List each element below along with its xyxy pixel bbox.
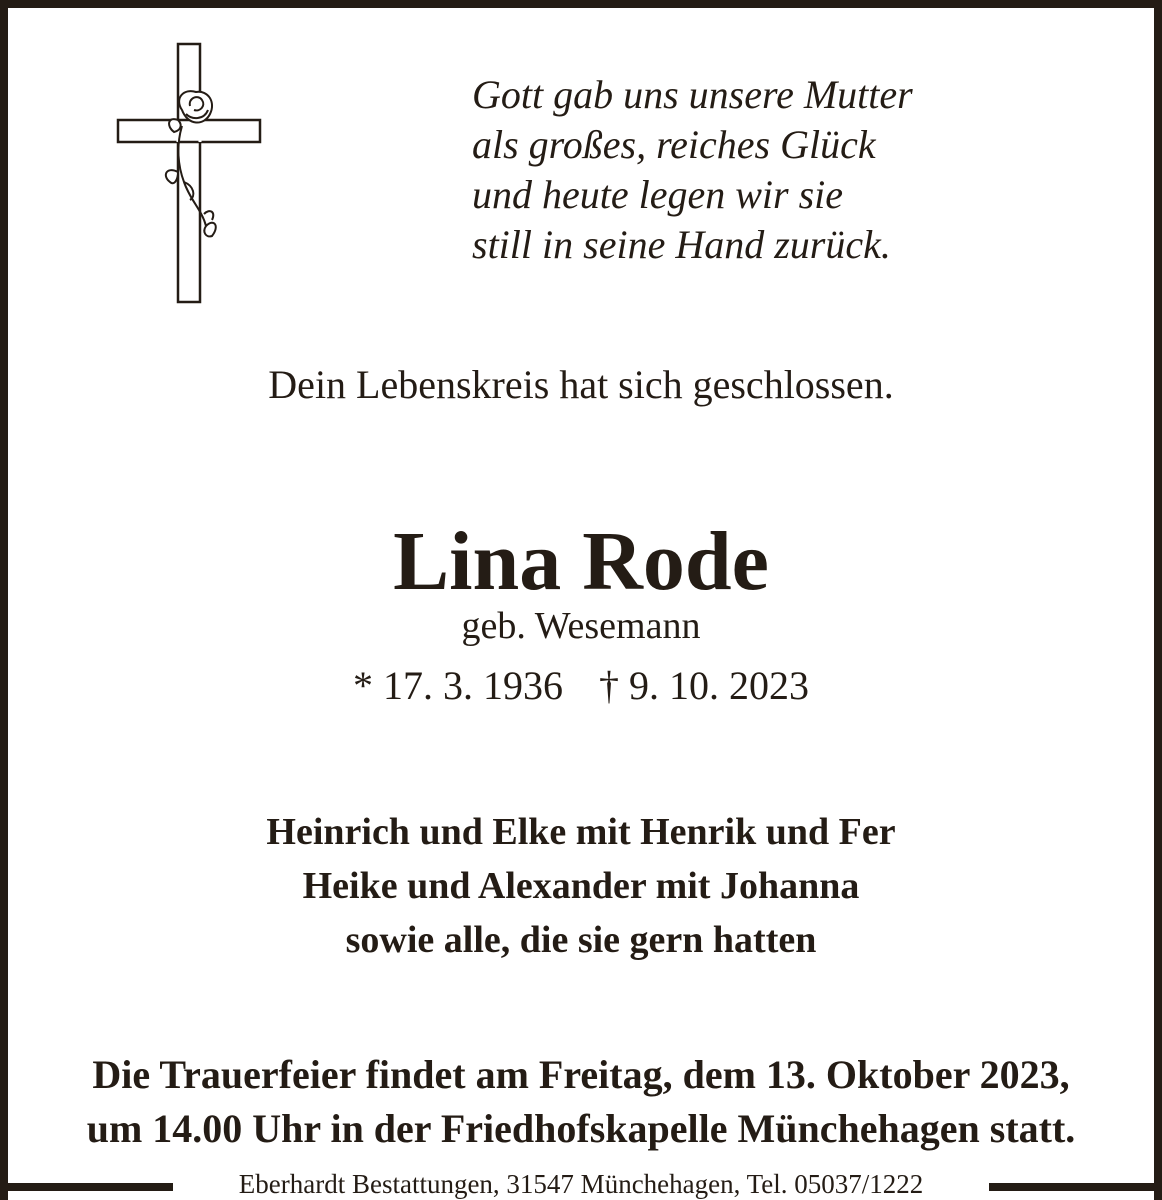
mourner-line: sowie alle, die sie gern hatten bbox=[345, 919, 817, 961]
poem-line: als großes, reiches Glück bbox=[472, 122, 876, 167]
poem bbox=[472, 70, 1072, 270]
poem-line: still in seine Hand zurück. bbox=[472, 222, 891, 267]
birth-date: * 17. 3. 1936 bbox=[353, 663, 563, 708]
deceased-name: Lina Rode bbox=[393, 515, 769, 608]
intro-text: Dein Lebenskreis hat sich geschlossen. bbox=[268, 362, 894, 407]
mourner-line: Heinrich und Elke mit Henrik und Fer bbox=[266, 811, 896, 853]
mourners bbox=[0, 805, 1162, 967]
service-line: um 14.00 Uhr in der Friedhofskapelle Münchehagen statt. bbox=[86, 1106, 1076, 1151]
death-date: † 9. 10. 2023 bbox=[599, 663, 809, 708]
funeral-home-footer: Eberhardt Bestattungen, 31547 Münchehagen, Tel. 05037/1222 bbox=[238, 1169, 924, 1199]
poem-line: Gott gab uns unsere Mutter bbox=[472, 72, 913, 117]
maiden-name: geb. Wesemann bbox=[461, 605, 701, 647]
poem-line: und heute legen wir sie bbox=[472, 172, 844, 217]
cross-with-rose-icon bbox=[112, 40, 268, 308]
life-dates bbox=[0, 660, 1162, 712]
mourner-line: Heike und Alexander mit Johanna bbox=[302, 865, 860, 907]
funeral-service-notice bbox=[0, 1048, 1162, 1156]
service-line: Die Trauerfeier findet am Freitag, dem 13. Oktober 2023, bbox=[92, 1052, 1070, 1097]
